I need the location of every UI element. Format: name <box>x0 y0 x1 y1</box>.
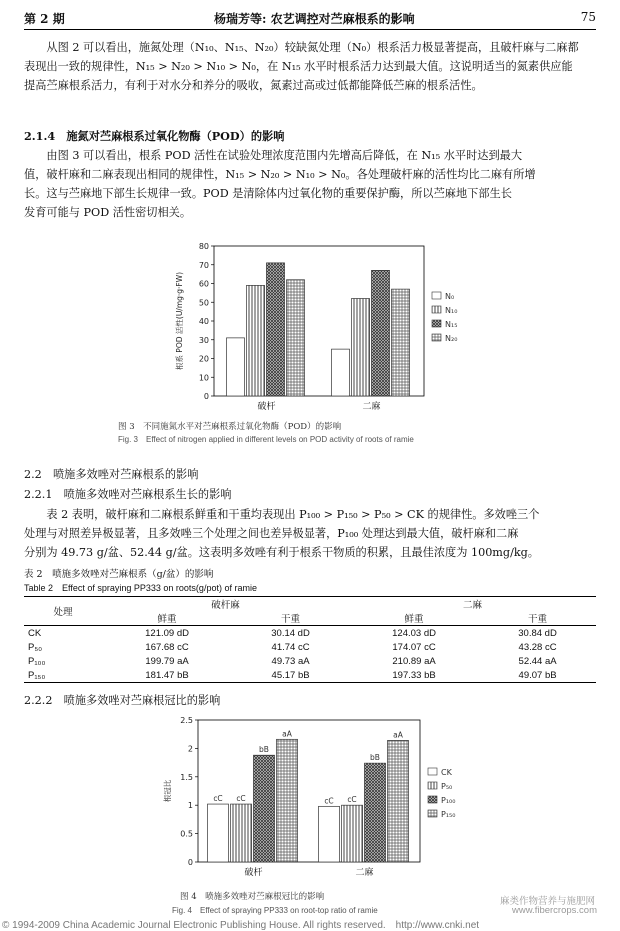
y-tick-label: 1 <box>187 801 193 811</box>
section-heading-2-2-2: 2.2.2 喷施多效唑对苎麻根冠比的影响 <box>24 694 221 707</box>
table-row <box>24 640 596 654</box>
bar <box>231 804 252 862</box>
figure-3-caption-en: Fig. 3 Effect of nitrogen applied in different levels on POD activity of roots of ramie <box>118 435 414 444</box>
bar <box>392 289 410 396</box>
section-heading-2-2-1: 2.2.1 喷施多效唑对苎麻根系生长的影响 <box>24 488 232 501</box>
table-cell: 197.33 bB <box>349 668 479 683</box>
bar-data-label: cC <box>347 795 357 805</box>
bar <box>319 806 340 862</box>
table-subheader-dry: 干重 <box>479 611 596 626</box>
table-cell: 30.84 dD <box>518 627 557 639</box>
table-header-group2: 二麻 <box>349 597 596 612</box>
page-number: 75 <box>580 10 596 24</box>
y-tick-label: 1.5 <box>180 772 193 782</box>
bar <box>365 763 386 862</box>
table-cell: CK <box>28 627 42 639</box>
text-line: 分别为 49.73 g/盆、52.44 g/盆。这表明多效唑有利于根系干物质的积累，且最佳浓度为 100mg/kg。 <box>24 546 539 559</box>
legend-label: P₁₀₀ <box>441 796 456 805</box>
legend-label: N₁₅ <box>445 320 458 329</box>
bar-data-label: aA <box>393 730 403 740</box>
table-cell: 199.79 aA <box>145 655 189 667</box>
running-title: 杨瑞芳等: 农艺调控对苎麻根系的影响 <box>214 12 415 26</box>
table-row <box>24 668 596 683</box>
bar <box>254 755 275 862</box>
y-tick-label: 0 <box>203 392 209 401</box>
y-tick-label: 50 <box>198 298 209 308</box>
legend-label: N₀ <box>445 292 455 301</box>
table-cell: P₅₀ <box>28 641 43 653</box>
x-category-label: 二麻 <box>355 868 374 878</box>
table-cell: 124.03 dD <box>392 627 436 639</box>
header-rule <box>24 29 596 30</box>
y-axis-label: 根系 POD 活性(U/mg·g·FW) <box>175 271 184 371</box>
table-cell: P₁₀₀ <box>28 655 46 667</box>
text-line: 发育可能与 POD 活性密切相关。 <box>24 206 192 219</box>
table-cell: P₁₅₀ <box>24 668 102 683</box>
intro-paragraph <box>24 38 596 95</box>
section-heading-2-1-4: 2.1.4 施氮对苎麻根系过氧化物酶（POD）的影响 <box>24 129 285 143</box>
bar-data-label: aA <box>282 729 292 739</box>
table-row <box>24 626 596 641</box>
y-tick-label: 2 <box>187 744 193 754</box>
y-tick-label: 40 <box>198 317 209 326</box>
table-cell: 30.14 dD <box>271 627 310 639</box>
legend-swatch <box>432 306 441 313</box>
text-line: 表 2 表明，破杆麻和二麻根系鲜重和干重均表现出 P₁₀₀ > P₁₅₀ > P₅₀ > CK 的规律性。多效唑三个 <box>46 508 540 521</box>
bar <box>208 804 229 862</box>
y-tick-label: 0 <box>187 858 193 867</box>
table-cell: 41.74 cC <box>271 641 310 653</box>
text-line: 处理与对照差异极显著，且多效唑三个处理之间也差异极显著，P₁₀₀ 处理达到最大值，破杆麻和二麻 <box>24 527 519 540</box>
x-category-label: 二麻 <box>362 402 381 412</box>
bar <box>332 349 350 396</box>
legend-swatch <box>432 292 441 299</box>
table-2-title-en: Table 2 Effect of spraying PP333 on roots(g/pot) of ramie <box>24 583 257 593</box>
bar <box>388 740 409 862</box>
bar <box>342 805 363 862</box>
text-line: 值，破杆麻和二麻表现出相同的规律性，N₁₅ > N₂₀ > N₁₀ > N₀。各处理破杆麻的活性均比二麻有所增 <box>24 168 536 181</box>
bar <box>267 263 285 396</box>
figure-4-chart <box>160 710 480 886</box>
bar <box>247 285 265 396</box>
text-line: 从图 2 可以看出，施氮处理（N₁₀、N₁₅、N₂₀）较缺氮处理（N₀）根系活力极显著提高，且破杆麻与二麻都 <box>46 41 579 54</box>
text-line: 表现出一致的规律性，N₁₅ > N₂₀ > N₁₀ > N₀，在 N₁₅ 水平时根系活力达到最大值。这说明适当的氮素供应能 <box>24 60 573 73</box>
legend-swatch <box>432 334 441 341</box>
table-row <box>24 654 596 668</box>
table-cell: 121.09 dD <box>145 627 189 639</box>
table-subheader-fresh: 鲜重 <box>102 611 232 626</box>
bar-data-label: bB <box>370 753 380 763</box>
legend-swatch <box>432 320 441 327</box>
legend-label: N₁₀ <box>445 306 458 315</box>
table-cell: 45.17 bB <box>232 668 349 683</box>
figure-4-caption-cn: 图 4 喷施多效唑对苎麻根冠比的影响 <box>180 892 325 902</box>
table-header-group1: 破杆麻 <box>102 597 349 612</box>
y-tick-label: 60 <box>198 279 209 289</box>
legend-label: P₅₀ <box>441 782 453 791</box>
bar <box>352 299 370 397</box>
table-2-title-cn: 表 2 喷施多效唑对苎麻根系（g/盆）的影响 <box>24 569 214 580</box>
text-line: 长。这与苎麻地下部生长规律一致。POD 是清除体内过氧化物的重要保护酶，所以苎麻地下部生长 <box>24 187 512 200</box>
y-tick-label: 80 <box>198 242 209 251</box>
y-tick-label: 2.5 <box>180 716 193 725</box>
page-header <box>24 8 596 28</box>
bar <box>287 280 305 396</box>
y-tick-label: 10 <box>198 373 209 383</box>
legend-label: N₂₀ <box>445 334 458 343</box>
table-cell: 210.89 aA <box>392 655 436 667</box>
issue-label: 第 2 期 <box>24 12 65 26</box>
legend-swatch <box>428 796 437 803</box>
table-2 <box>24 596 596 683</box>
legend-swatch <box>428 768 437 775</box>
table-header-treatment: 处理 <box>24 597 102 626</box>
table-cell: 174.07 cC <box>392 641 436 653</box>
y-tick-label: 0.5 <box>180 829 193 839</box>
x-category-label: 破杆 <box>244 868 263 878</box>
bar-data-label: cC <box>236 794 246 804</box>
y-tick-label: 20 <box>198 354 209 364</box>
bar <box>372 270 390 396</box>
section-2-1-4-paragraph <box>24 146 596 222</box>
table-cell: 49.07 bB <box>479 668 596 683</box>
x-category-label: 破杆 <box>257 402 276 412</box>
figure-3-caption-cn: 图 3 不同施氮水平对苎麻根系过氧化物酶（POD）的影响 <box>118 422 342 432</box>
figure-4-caption-en: Fig. 4 Effect of spraying PP333 on root-top ratio of ramie <box>172 906 378 915</box>
legend-swatch <box>428 782 437 789</box>
table-cell: 49.73 aA <box>271 655 310 667</box>
table-cell: 52.44 aA <box>518 655 557 667</box>
text-line: 由图 3 可以看出，根系 POD 活性在试验处理浓度范围内先增高后降低，在 N₁₅ 水平时达到最大 <box>46 149 523 162</box>
figure-3-chart <box>170 240 480 418</box>
bar-data-label: cC <box>324 796 334 806</box>
y-tick-label: 30 <box>198 335 209 345</box>
bar-data-label: cC <box>213 794 223 804</box>
bar-data-label: bB <box>259 745 269 755</box>
table-subheader-dry: 干重 <box>232 611 349 626</box>
copyright-footer: © 1994-2009 China Academic Journal Electronic Publishing House. All rights reserved. http://www.cnki.net <box>2 920 480 931</box>
bar <box>277 739 298 862</box>
watermark-text: 麻类作物营养与施肥网 <box>500 896 596 907</box>
y-tick-label: 70 <box>198 260 209 270</box>
y-axis-label: 根冠比 <box>163 779 172 803</box>
table-cell: 167.68 cC <box>145 641 189 653</box>
table-subheader-fresh: 鲜重 <box>349 611 479 626</box>
legend-label: P₁₅₀ <box>441 810 456 819</box>
bar <box>227 338 245 396</box>
legend-label: CK <box>441 768 452 777</box>
legend-swatch <box>428 810 437 817</box>
section-2-2-1-paragraph <box>24 505 596 562</box>
table-cell: 43.28 cC <box>518 641 557 653</box>
table-cell: 181.47 bB <box>102 668 232 683</box>
text-line: 提高苎麻根系活力，有利于对水分和养分的吸收，氮素过高或过低都能降低苎麻的根系活性。 <box>24 79 483 92</box>
section-heading-2-2: 2.2 喷施多效唑对苎麻根系的影响 <box>24 468 199 481</box>
watermark-url: www.fibercrops.com <box>512 905 597 916</box>
